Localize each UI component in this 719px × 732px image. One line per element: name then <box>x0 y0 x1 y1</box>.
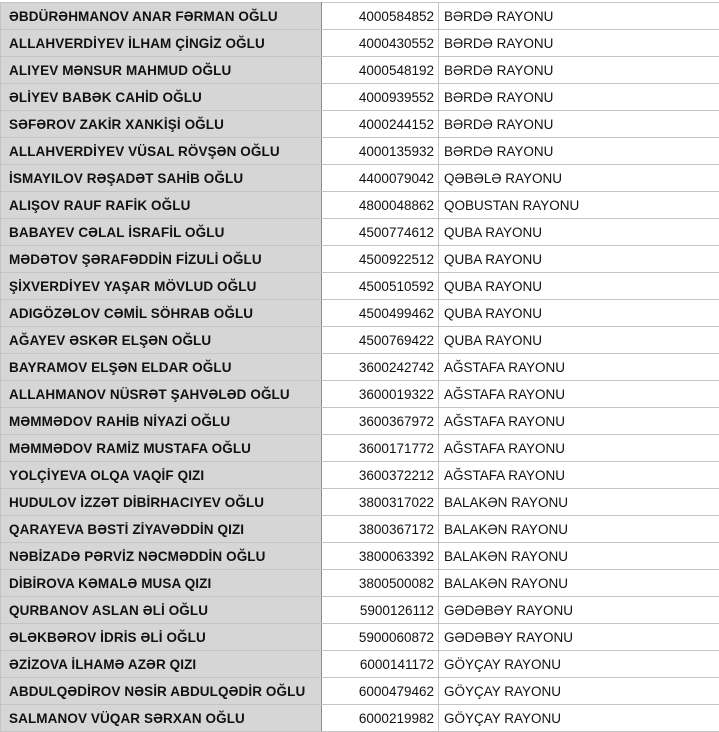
table-row <box>1 570 719 597</box>
tax-id-cell: 4000584852 <box>322 3 439 30</box>
person-name-cell: ALIŞOV RAUF RAFİK OĞLU <box>1 192 322 219</box>
tax-id-cell: 3600367972 <box>322 408 439 435</box>
tax-id-cell: 3600242742 <box>322 354 439 381</box>
tax-id-cell: 4500499462 <box>322 300 439 327</box>
person-name-cell: ADIGÖZƏLOV CƏMİL SÖHRAB OĞLU <box>1 300 322 327</box>
region-cell: BƏRDƏ RAYONU <box>439 3 719 30</box>
tax-id-cell: 3600019322 <box>322 381 439 408</box>
tax-id-cell: 3800063392 <box>322 543 439 570</box>
person-name-cell: NƏBİZADƏ PƏRVİZ NƏCMƏDDİN OĞLU <box>1 543 322 570</box>
tax-id-cell: 3600372212 <box>322 462 439 489</box>
tax-id-cell: 4500769422 <box>322 327 439 354</box>
table-row <box>1 327 719 354</box>
tax-id-cell: 5900060872 <box>322 624 439 651</box>
table-row <box>1 408 719 435</box>
person-name-cell: ALLAHVERDİYEV VÜSAL RÖVŞƏN OĞLU <box>1 138 322 165</box>
person-name-cell: BAYRAMOV ELŞƏN ELDAR OĞLU <box>1 354 322 381</box>
person-name-cell: ƏZİZOVA İLHAMƏ AZƏR QIZI <box>1 651 322 678</box>
table-row <box>1 381 719 408</box>
region-cell: BALAKƏN RAYONU <box>439 489 719 516</box>
table-row <box>1 543 719 570</box>
region-cell: BƏRDƏ RAYONU <box>439 30 719 57</box>
region-cell: AĞSTAFA RAYONU <box>439 408 719 435</box>
region-cell: BALAKƏN RAYONU <box>439 516 719 543</box>
tax-id-cell: 4500774612 <box>322 219 439 246</box>
document-sheet <box>0 2 719 732</box>
table-row <box>1 192 719 219</box>
person-name-cell: ALLAHMANOV NÜSRƏT ŞAHVƏLƏD OĞLU <box>1 381 322 408</box>
person-name-cell: ABDULQƏDİROV NƏSİR ABDULQƏDİR OĞLU <box>1 678 322 705</box>
region-cell: GÖYÇAY RAYONU <box>439 678 719 705</box>
table-row <box>1 624 719 651</box>
region-cell: GÖYÇAY RAYONU <box>439 705 719 732</box>
region-cell: BƏRDƏ RAYONU <box>439 57 719 84</box>
person-name-cell: SALMANOV VÜQAR SƏRXAN OĞLU <box>1 705 322 732</box>
table-row <box>1 273 719 300</box>
table-row <box>1 354 719 381</box>
person-name-cell: QURBANOV ASLAN ƏLİ OĞLU <box>1 597 322 624</box>
tax-id-cell: 4000430552 <box>322 30 439 57</box>
person-name-cell: MƏDƏTOV ŞƏRAFƏDDİN FİZULİ OĞLU <box>1 246 322 273</box>
tax-id-cell: 4800048862 <box>322 192 439 219</box>
tax-id-cell: 3800317022 <box>322 489 439 516</box>
region-cell: QƏBƏLƏ RAYONU <box>439 165 719 192</box>
tax-id-cell: 4500922512 <box>322 246 439 273</box>
person-name-cell: ALLAHVERDİYEV İLHAM ÇİNGİZ OĞLU <box>1 30 322 57</box>
person-name-cell: ALIYEV MƏNSUR MAHMUD OĞLU <box>1 57 322 84</box>
table-row <box>1 246 719 273</box>
table-row <box>1 219 719 246</box>
person-name-cell: MƏMMƏDOV RAMİZ MUSTAFA OĞLU <box>1 435 322 462</box>
region-cell: QUBA RAYONU <box>439 246 719 273</box>
region-cell: BƏRDƏ RAYONU <box>439 111 719 138</box>
region-cell: AĞSTAFA RAYONU <box>439 462 719 489</box>
region-cell: QUBA RAYONU <box>439 219 719 246</box>
person-name-cell: İSMAYILOV RƏŞADƏT SAHİB OĞLU <box>1 165 322 192</box>
person-name-cell: ƏLƏKBƏROV İDRİS ƏLİ OĞLU <box>1 624 322 651</box>
region-cell: QUBA RAYONU <box>439 327 719 354</box>
person-name-cell: ƏLİYEV BABƏK CAHİD OĞLU <box>1 84 322 111</box>
region-cell: BALAKƏN RAYONU <box>439 543 719 570</box>
tax-id-cell: 6000219982 <box>322 705 439 732</box>
tax-id-cell: 4500510592 <box>322 273 439 300</box>
tax-id-cell: 3800367172 <box>322 516 439 543</box>
person-name-cell: YOLÇİYEVA OLQA VAQİF QIZI <box>1 462 322 489</box>
region-cell: AĞSTAFA RAYONU <box>439 354 719 381</box>
tax-id-cell: 4400079042 <box>322 165 439 192</box>
tax-id-cell: 3600171772 <box>322 435 439 462</box>
tax-id-cell: 6000141172 <box>322 651 439 678</box>
table-row <box>1 138 719 165</box>
table-row <box>1 489 719 516</box>
table-row <box>1 705 719 732</box>
tax-id-cell: 5900126112 <box>322 597 439 624</box>
table-row <box>1 30 719 57</box>
person-name-cell: BABAYEV CƏLAL İSRAFİL OĞLU <box>1 219 322 246</box>
region-cell: GƏDƏBƏY RAYONU <box>439 597 719 624</box>
table-row <box>1 678 719 705</box>
region-cell: AĞSTAFA RAYONU <box>439 381 719 408</box>
person-name-cell: MƏMMƏDOV RAHİB NİYAZİ OĞLU <box>1 408 322 435</box>
person-name-cell: QARAYEVA BƏSTİ ZİYAVƏDDİN QIZI <box>1 516 322 543</box>
region-cell: BƏRDƏ RAYONU <box>439 138 719 165</box>
table-body <box>1 3 719 732</box>
person-name-cell: ƏBDÜRƏHMANOV ANAR FƏRMAN OĞLU <box>1 3 322 30</box>
tax-id-cell: 4000548192 <box>322 57 439 84</box>
tax-id-cell: 3800500082 <box>322 570 439 597</box>
table-row <box>1 651 719 678</box>
person-name-cell: HUDULOV İZZƏT DİBİRHACIYEV OĞLU <box>1 489 322 516</box>
table-row <box>1 57 719 84</box>
table-row <box>1 435 719 462</box>
table-row <box>1 84 719 111</box>
region-cell: BƏRDƏ RAYONU <box>439 84 719 111</box>
taxpayer-table <box>0 2 719 732</box>
person-name-cell: AĞAYEV ƏSKƏR ELŞƏN OĞLU <box>1 327 322 354</box>
table-row <box>1 516 719 543</box>
table-row <box>1 111 719 138</box>
tax-id-cell: 4000244152 <box>322 111 439 138</box>
table-row <box>1 165 719 192</box>
region-cell: QUBA RAYONU <box>439 300 719 327</box>
region-cell: AĞSTAFA RAYONU <box>439 435 719 462</box>
tax-id-cell: 6000479462 <box>322 678 439 705</box>
table-row <box>1 300 719 327</box>
table-row <box>1 462 719 489</box>
table-row <box>1 3 719 30</box>
tax-id-cell: 4000135932 <box>322 138 439 165</box>
region-cell: GÖYÇAY RAYONU <box>439 651 719 678</box>
person-name-cell: DİBİROVA KƏMALƏ MUSA QIZI <box>1 570 322 597</box>
person-name-cell: SƏFƏROV ZAKİR XANKİŞİ OĞLU <box>1 111 322 138</box>
region-cell: QOBUSTAN RAYONU <box>439 192 719 219</box>
tax-id-cell: 4000939552 <box>322 84 439 111</box>
region-cell: BALAKƏN RAYONU <box>439 570 719 597</box>
table-row <box>1 597 719 624</box>
person-name-cell: ŞİXVERDİYEV YAŞAR MÖVLUD OĞLU <box>1 273 322 300</box>
region-cell: QUBA RAYONU <box>439 273 719 300</box>
region-cell: GƏDƏBƏY RAYONU <box>439 624 719 651</box>
